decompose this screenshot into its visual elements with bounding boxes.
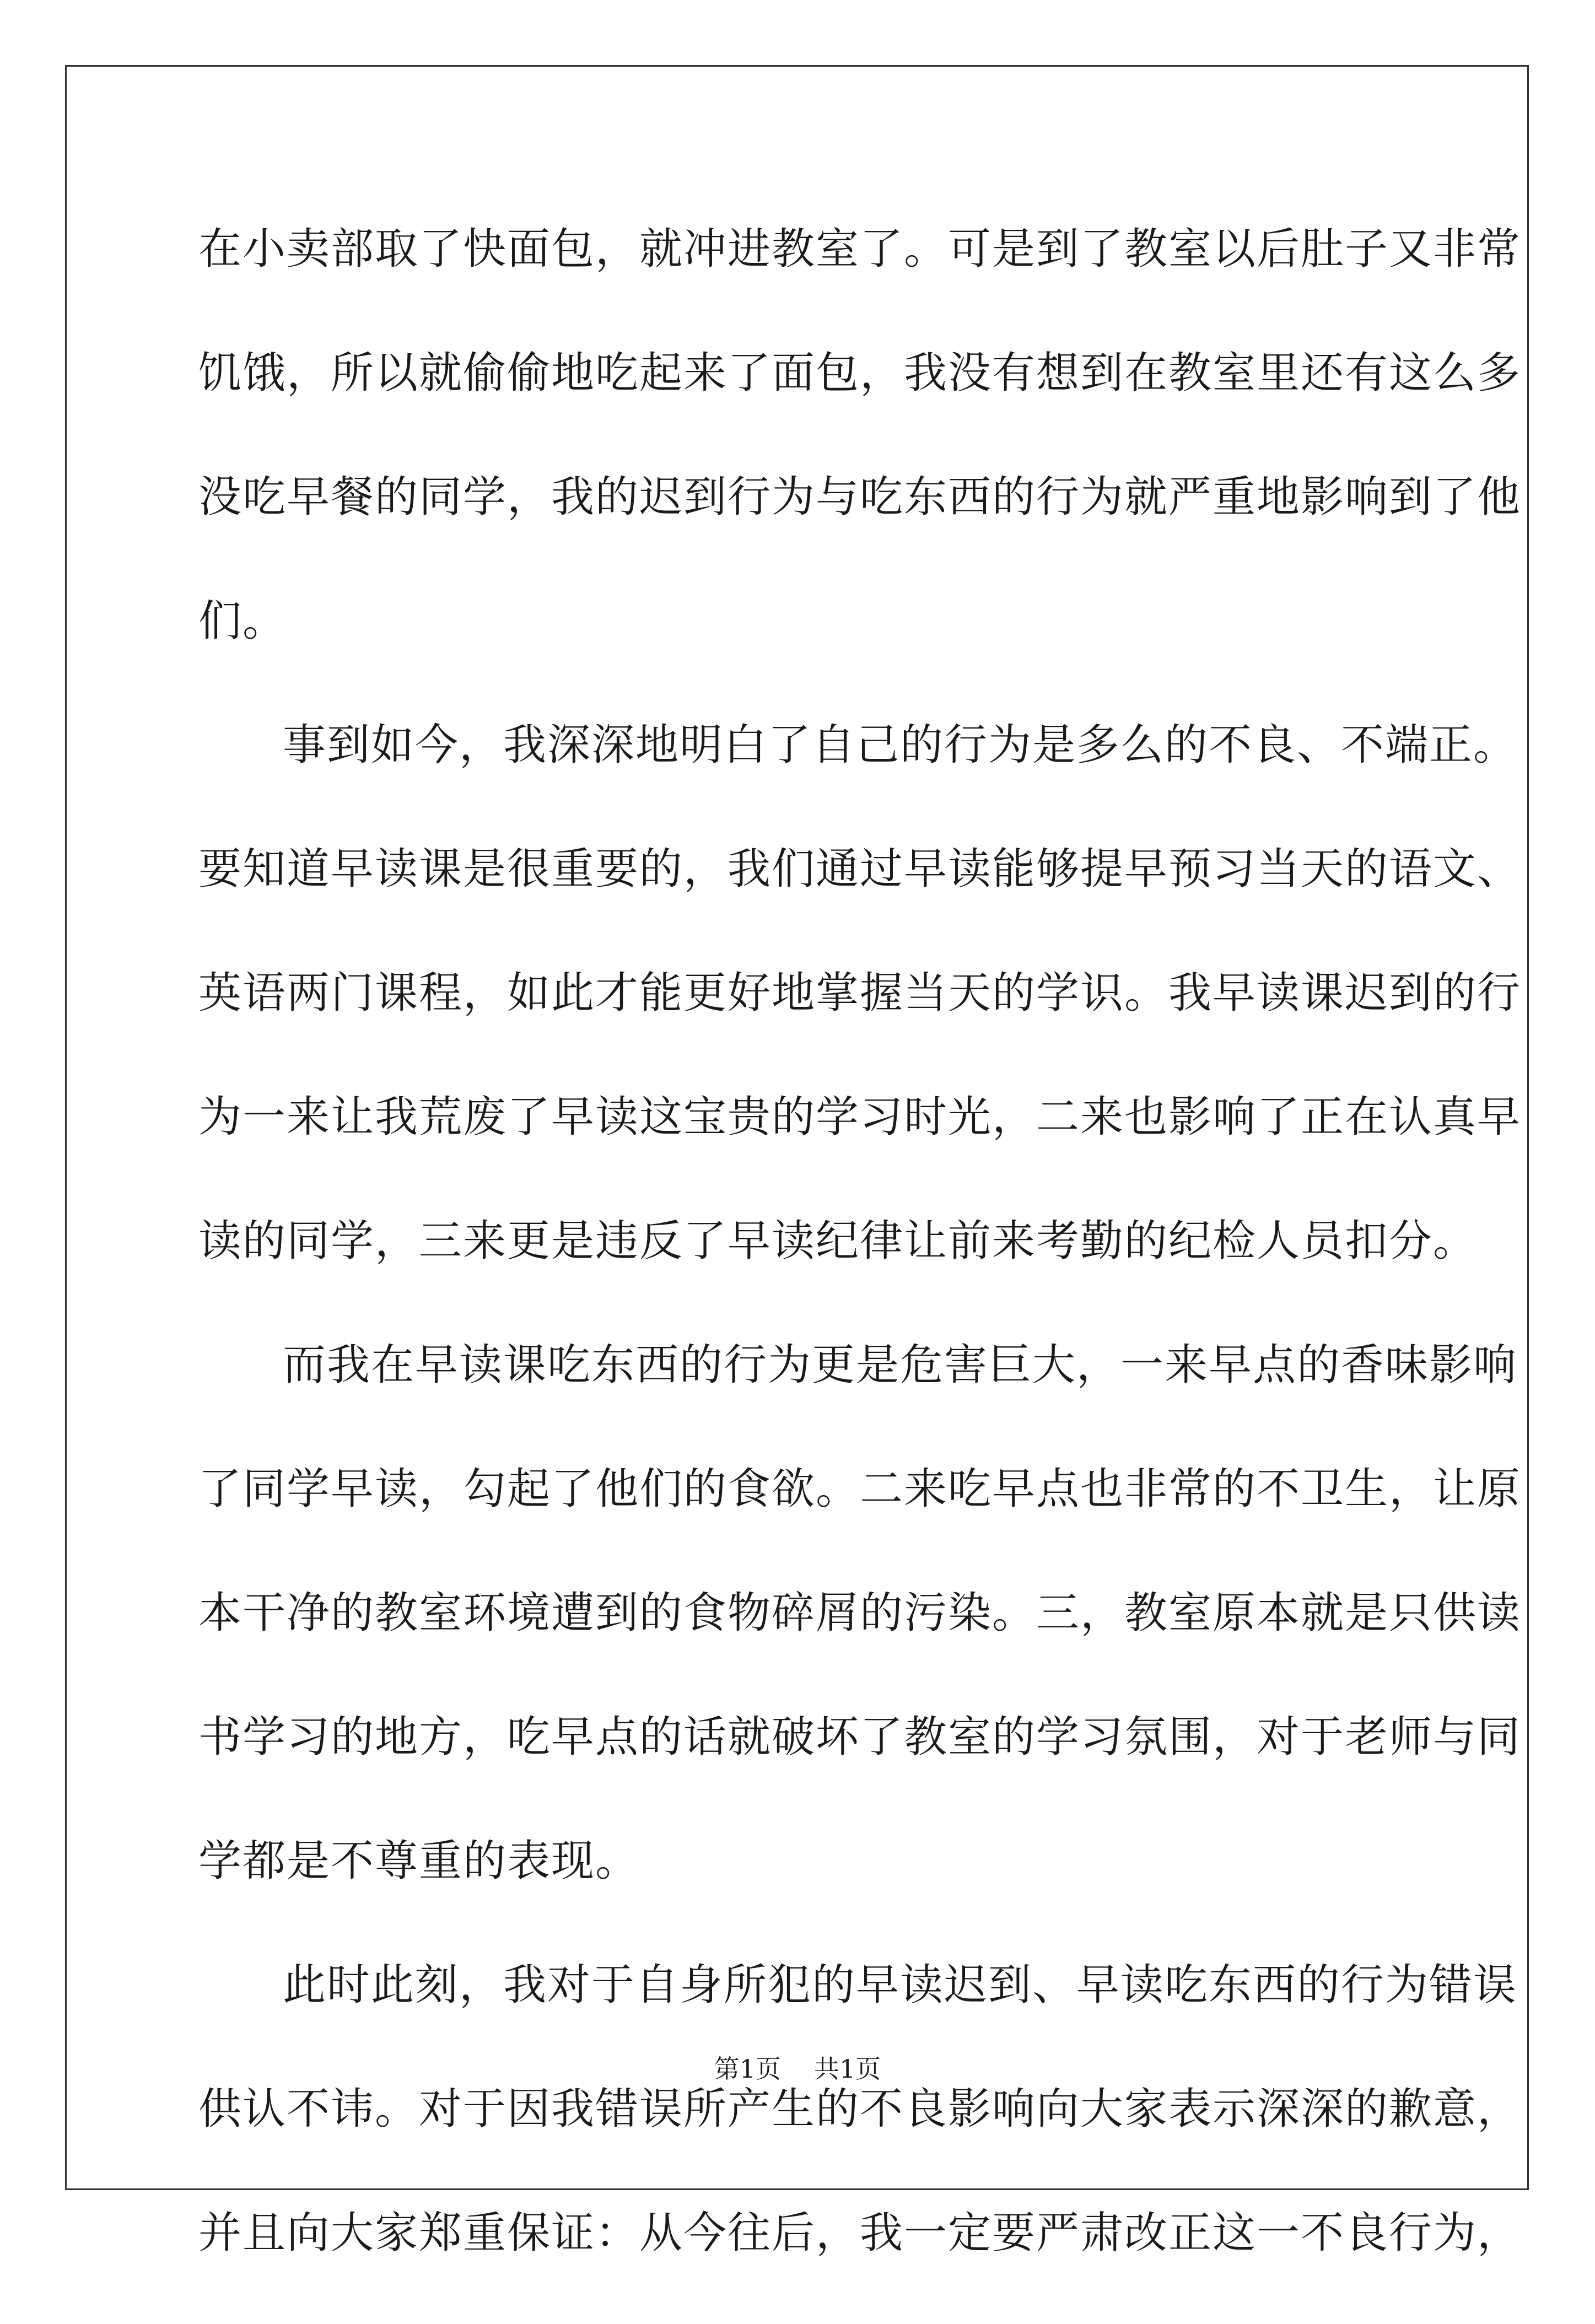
text-line: 本干净的教室环境遭到的食物碎屑的污染。三，教室原本就是只供读 <box>198 1588 1522 1638</box>
text-line: 供认不讳。对于因我错误所产生的不良影响向大家表示深深的歉意， <box>198 2084 1522 2134</box>
page-footer <box>0 2052 1595 2085</box>
text-line: 读的同学，三来更是违反了早读纪律让前来考勤的纪检人员扣分。 <box>198 1216 1478 1266</box>
document-body <box>198 216 1522 2324</box>
text-line: 书学习的地方，吃早点的话就破坏了教室的学习氛围，对于老师与同 <box>198 1712 1522 1762</box>
text-line: 们。 <box>198 596 287 646</box>
paragraph-first-line: 而我在早读课吃东西的行为更是危害巨大，一来早点的香味影响 <box>283 1340 1518 1390</box>
text-line: 在小卖部取了快面包，就冲进教室了。可是到了教室以后肚子又非常 <box>198 224 1522 274</box>
paragraph-first-line: 此时此刻，我对于自身所犯的早读迟到、早读吃东西的行为错误 <box>283 1960 1518 2010</box>
text-line: 饥饿，所以就偷偷地吃起来了面包，我没有想到在教室里还有这么多 <box>198 348 1522 398</box>
paragraph-first-line: 事到如今，我深深地明白了自己的行为是多么的不良、不端正。 <box>283 720 1518 770</box>
text-line: 了同学早读，勾起了他们的食欲。二来吃早点也非常的不卫生，让原 <box>198 1464 1522 1514</box>
text-line: 为一来让我荒废了早读这宝贵的学习时光，二来也影响了正在认真早 <box>198 1092 1522 1142</box>
text-line: 并且向大家郑重保证：从今往后，我一定要严肃改正这一不良行为， <box>198 2208 1522 2258</box>
text-line: 学都是不尊重的表现。 <box>198 1836 640 1886</box>
text-line: 要知道早读课是很重要的，我们通过早读能够提早预习当天的语文、 <box>198 844 1522 894</box>
page-number: 第1页 <box>714 2054 781 2084</box>
text-line: 英语两门课程，如此才能更好地掌握当天的学识。我早读课迟到的行 <box>198 968 1522 1018</box>
page-count: 共1页 <box>814 2054 881 2084</box>
text-line: 没吃早餐的同学，我的迟到行为与吃东西的行为就严重地影响到了他 <box>198 472 1522 522</box>
